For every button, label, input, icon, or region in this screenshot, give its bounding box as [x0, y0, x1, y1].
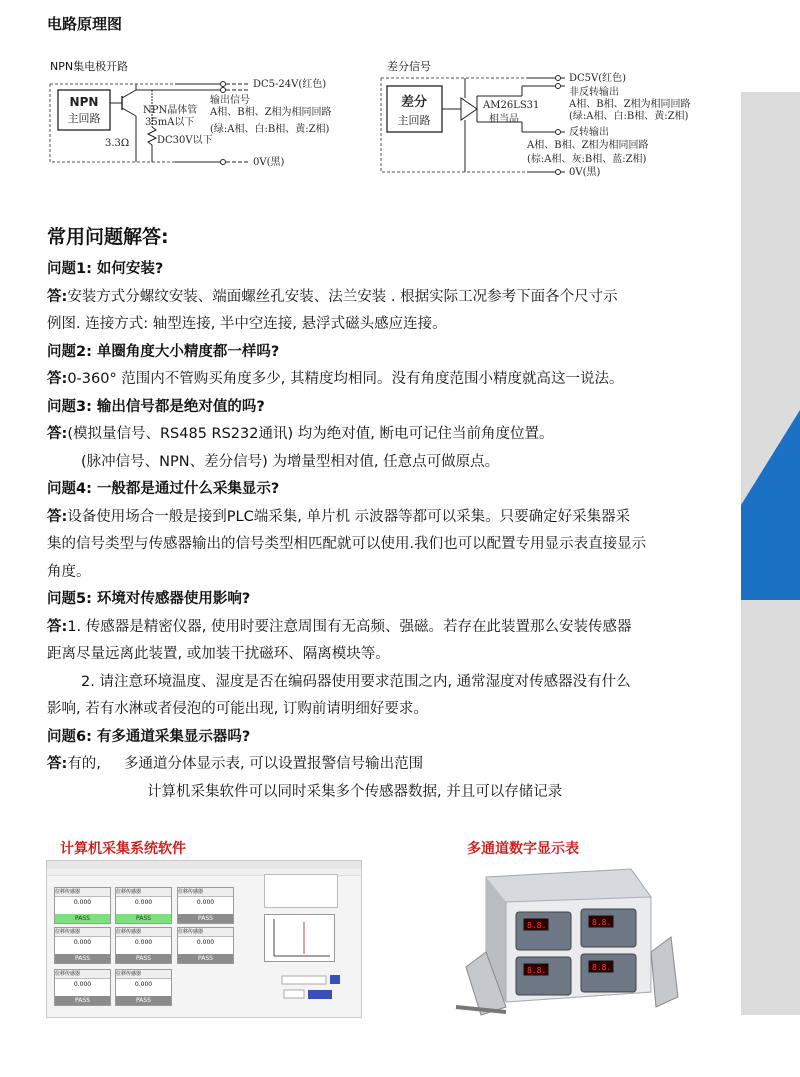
npn-resistor-label: 3.3Ω: [105, 138, 130, 149]
display-module-3: [516, 957, 571, 995]
channel-tile: [115, 927, 172, 964]
channel-tile: [177, 887, 234, 924]
answer-6-line2: 计算机采集软件可以同时采集多个传感器数据, 并且可以存储记录: [147, 783, 563, 800]
channel-value: 0.000: [134, 981, 153, 988]
answer-4: [47, 504, 737, 532]
diff-line5: 反转输出: [569, 127, 609, 138]
answer-label: 答:: [47, 288, 68, 305]
channel-status: PASS: [178, 914, 233, 923]
channel-value: 0.000: [196, 899, 215, 906]
answer-2: [47, 366, 737, 394]
software-titlebar: [47, 861, 361, 869]
channel-header: 位移传感器: [55, 888, 110, 897]
side-blue-tab: [741, 410, 800, 600]
diff-circuit-diagram: [377, 68, 722, 183]
answer-4-line1: 设备使用场合一般是接到PLC端采集, 单片机 示波器等都可以采集。只要确定好采集器采: [67, 508, 631, 525]
channel-header: 位移传感器: [178, 928, 233, 937]
answer-5-line3: 2. 请注意环境温度、湿度是否在编码器使用要求范围之内, 通常湿度对传感器没有什么: [81, 673, 631, 690]
diff-line2: 非反转输出: [569, 87, 619, 98]
channel-status: PASS: [55, 914, 110, 923]
question-6: 问题6: 有多通道采集显示器吗?: [47, 728, 251, 745]
answer-6: [47, 751, 737, 779]
display-module-1: [516, 912, 571, 950]
diff-chip-equiv: 相当品: [489, 114, 519, 125]
answer-6-line1: 有的, 多通道分体显示表, 可以设置报警信号输出范围: [67, 756, 424, 772]
npn-box-main: NPN: [69, 95, 99, 109]
channel-status: PASS: [116, 954, 171, 963]
npn-line3: A相、B相、Z相为相同回路: [210, 107, 332, 118]
diff-line6: A相、B相、Z相为相同回路: [527, 140, 649, 151]
question-1: 问题1: 如何安装?: [47, 261, 164, 277]
svg-text:8.8.: 8.8.: [592, 918, 612, 927]
channel-status: PASS: [178, 954, 233, 963]
channel-tile: [115, 969, 172, 1006]
display-module-4: [581, 954, 636, 992]
channel-status: PASS: [55, 996, 110, 1005]
display-module-2: [581, 909, 636, 947]
npn-diagram-title: NPN集电极开路: [50, 60, 129, 73]
answer-4-line2: 集的信号类型与传感器输出的信号类型相匹配就可以使用.我们也可以配置专用显示表直接显示: [47, 536, 647, 552]
diff-box-main: 差分: [400, 95, 428, 110]
diff-box-sub: 主回路: [397, 114, 431, 127]
npn-line4: (绿:A相、白:B相、黄:Z相): [210, 124, 330, 135]
npn-transistor-label: NPN晶体管: [143, 105, 198, 116]
channel-header: 位移传感器: [116, 970, 171, 979]
channel-status: PASS: [55, 954, 110, 963]
answer-label: 答:: [47, 508, 68, 525]
channel-value: 0.000: [73, 981, 92, 988]
channel-tile: [54, 887, 111, 924]
channel-value: 0.000: [134, 939, 153, 946]
diff-chip-label: AM26LS31: [483, 100, 540, 111]
diff-line7: (棕:A相、灰:B相、蓝:Z相): [527, 154, 647, 165]
npn-current-label: 35mA以下: [145, 117, 195, 128]
multichannel-display-device: [446, 857, 686, 1017]
svg-text:8.8.: 8.8.: [592, 963, 612, 972]
question-3: 问题3: 输出信号都是绝对值的吗?: [47, 398, 265, 415]
diff-line4: (绿:A相、白:B相、黄:Z相): [569, 111, 689, 122]
faq-section: [47, 222, 737, 806]
answer-3: [47, 421, 737, 449]
software-controls: [264, 968, 354, 1008]
channel-header: 位移传感器: [55, 970, 110, 979]
answer-5-line1: 1. 传感器是精密仪器, 使用时要注意周围有无高频、强磁。若存在此装置那么安装传感器: [67, 618, 632, 635]
diff-diagram-title: 差分信号: [387, 60, 431, 73]
channel-value: 0.000: [73, 899, 92, 906]
answer-1-line1: 安装方式分螺纹安装、端面螺丝孔安装、法兰安装 . 根据实际工况参考下面各个尺寸示: [67, 288, 618, 305]
channel-header: 位移传感器: [55, 928, 110, 937]
answer-5-line2: 距离尽量远离此装置, 或加装干扰磁环、隔离模块等。: [47, 646, 390, 662]
software-log-panel: [264, 874, 338, 908]
npn-line2: 输出信号: [210, 95, 250, 106]
answer-3-line2: (脉冲信号、NPN、差分信号) 为增量型相对值, 任意点可做原点。: [81, 453, 500, 470]
channel-header: 位移传感器: [116, 928, 171, 937]
circuit-heading: 电路原理图: [47, 15, 123, 33]
svg-text:8.8.: 8.8.: [527, 921, 547, 930]
channel-tile: [177, 927, 234, 964]
answer-1: [47, 284, 737, 312]
faq-title: 常用问题解答:: [47, 226, 169, 248]
answer-label: 答:: [47, 426, 68, 442]
answer-3-line1: (模拟量信号、RS485 RS232通讯) 均为绝对值, 断电可记住当前角度位置。: [67, 426, 554, 442]
diff-line3: A相、B相、Z相为相同回路: [569, 99, 691, 110]
answer-label: 答:: [47, 371, 68, 387]
diff-line1: DC5V(红色): [569, 73, 627, 84]
npn-line5: 0V(黑): [253, 157, 285, 168]
channel-tile: [54, 927, 111, 964]
npn-line1: DC5-24V(红色): [253, 79, 327, 90]
answer-5: [47, 614, 737, 642]
channel-value: 0.000: [134, 899, 153, 906]
answer-5-line4: 影响, 若有水淋或者侵泡的可能出现, 订购前请明细好要求。: [47, 701, 428, 717]
diff-line8: 0V(黑): [569, 167, 601, 178]
question-5: 问题5: 环境对传感器使用影响?: [47, 591, 251, 607]
software-plot-panel: [264, 914, 336, 964]
channel-tile: [115, 887, 172, 924]
npn-circuit-diagram: [40, 72, 340, 177]
answer-label: 答:: [47, 756, 68, 772]
question-4: 问题4: 一般都是通过什么采集显示?: [47, 481, 280, 497]
software-caption: 计算机采集系统软件: [60, 841, 186, 857]
answer-1-line2: 例图. 连接方式: 轴型连接, 半中空连接, 悬浮式磁头感应连接。: [47, 316, 447, 332]
question-2: 问题2: 单圈角度大小精度都一样吗?: [47, 343, 280, 360]
display-caption: 多通道数字显示表: [467, 841, 579, 857]
npn-voltage-label: DC30V以下: [157, 135, 213, 146]
channel-value: 0.000: [73, 939, 92, 946]
channel-header: 位移传感器: [116, 888, 171, 897]
channel-header: 位移传感器: [178, 888, 233, 897]
channel-tile: [54, 969, 111, 1006]
svg-text:8.8.: 8.8.: [527, 966, 547, 975]
answer-2-line1: 0-360° 范围内不管购买角度多少, 其精度均相同。没有角度范围小精度就高这一说法。: [67, 371, 624, 387]
channel-status: PASS: [116, 996, 171, 1005]
channel-status: PASS: [116, 914, 171, 923]
channel-value: 0.000: [196, 939, 215, 946]
answer-label: 答:: [47, 618, 68, 635]
answer-4-line3: 角度。: [47, 563, 91, 580]
npn-box-sub: 主回路: [67, 112, 101, 125]
